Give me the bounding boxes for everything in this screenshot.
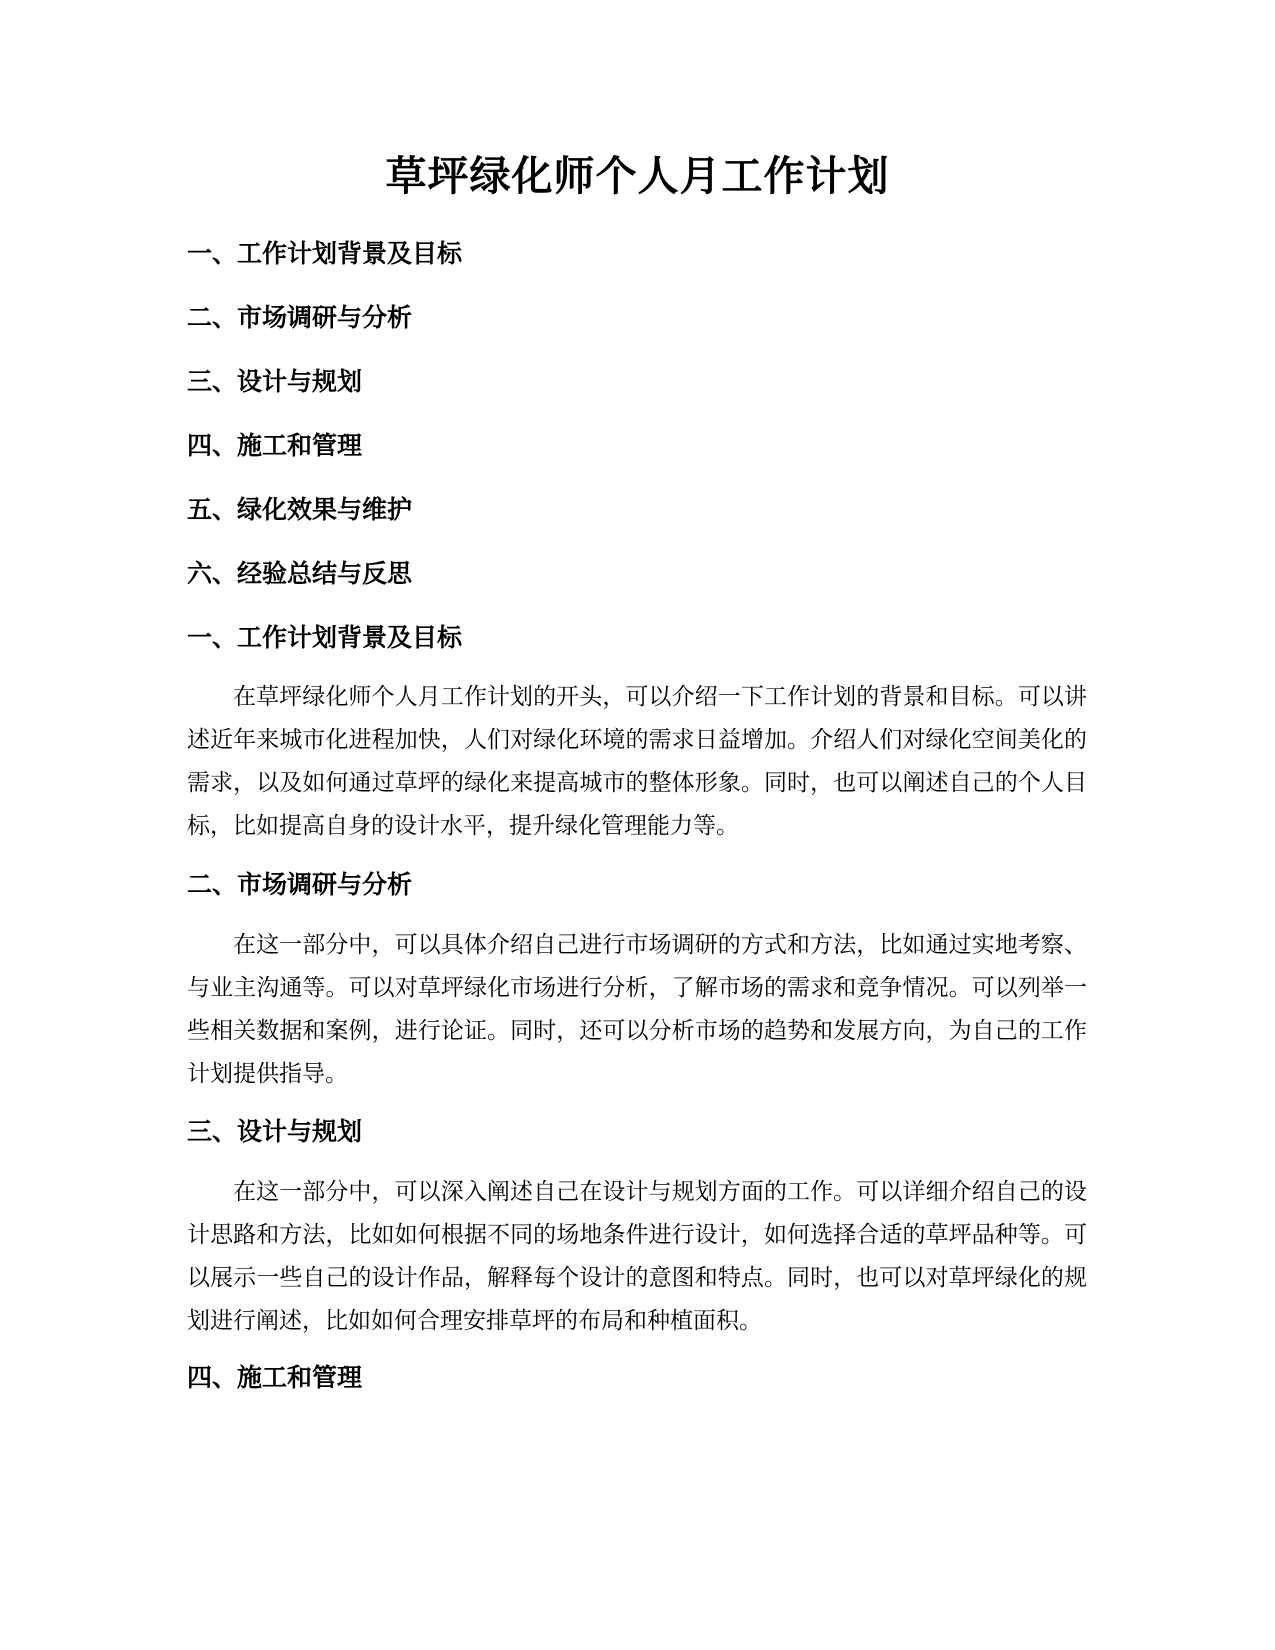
toc-item: 六、经验总结与反思 bbox=[187, 559, 413, 588]
document-title: 草坪绿化师个人月工作计划 bbox=[385, 152, 890, 200]
section-paragraph: 在这一部分中，可以深入阐述自己在设计与规划方面的工作。可以详细介绍自己的设计思路和方法，比如如何根据不同的场地条件进行设计，如何选择合适的草坪品种等。可以展示一些自己的设计作品，解释每个设计的意图和特点。同时，也可以对草坪绿化的规划进行阐述，比如如何合理安排草坪的布局和种植面积。 bbox=[187, 1179, 1087, 1334]
section-heading: 一、工作计划背景及目标 bbox=[187, 623, 463, 652]
toc-item: 五、绿化效果与维护 bbox=[187, 495, 413, 524]
section-heading: 二、市场调研与分析 bbox=[187, 870, 413, 899]
section-heading: 四、施工和管理 bbox=[187, 1363, 363, 1392]
toc-item: 三、设计与规划 bbox=[187, 367, 363, 396]
toc-item: 二、市场调研与分析 bbox=[187, 303, 413, 332]
section-heading: 三、设计与规划 bbox=[187, 1117, 363, 1146]
section-paragraph: 在这一部分中，可以具体介绍自己进行市场调研的方式和方法，比如通过实地考察、与业主沟通等。可以对草坪绿化市场进行分析，了解市场的需求和竞争情况。可以列举一些相关数据和案例，进行论证。同时，还可以分析市场的趋势和发展方向，为自己的工作计划提供指导。 bbox=[187, 932, 1087, 1087]
section-paragraph: 在草坪绿化师个人月工作计划的开头，可以介绍一下工作计划的背景和目标。可以讲述近年来城市化进程加快，人们对绿化环境的需求日益增加。介绍人们对绿化空间美化的需求，以及如何通过草坪的绿化来提高城市的整体形象。同时，也可以阐述自己的个人目标，比如提高自身的设计水平，提升绿化管理能力等。 bbox=[187, 684, 1087, 839]
toc-item: 四、施工和管理 bbox=[187, 431, 363, 460]
toc-item: 一、工作计划背景及目标 bbox=[187, 239, 463, 268]
